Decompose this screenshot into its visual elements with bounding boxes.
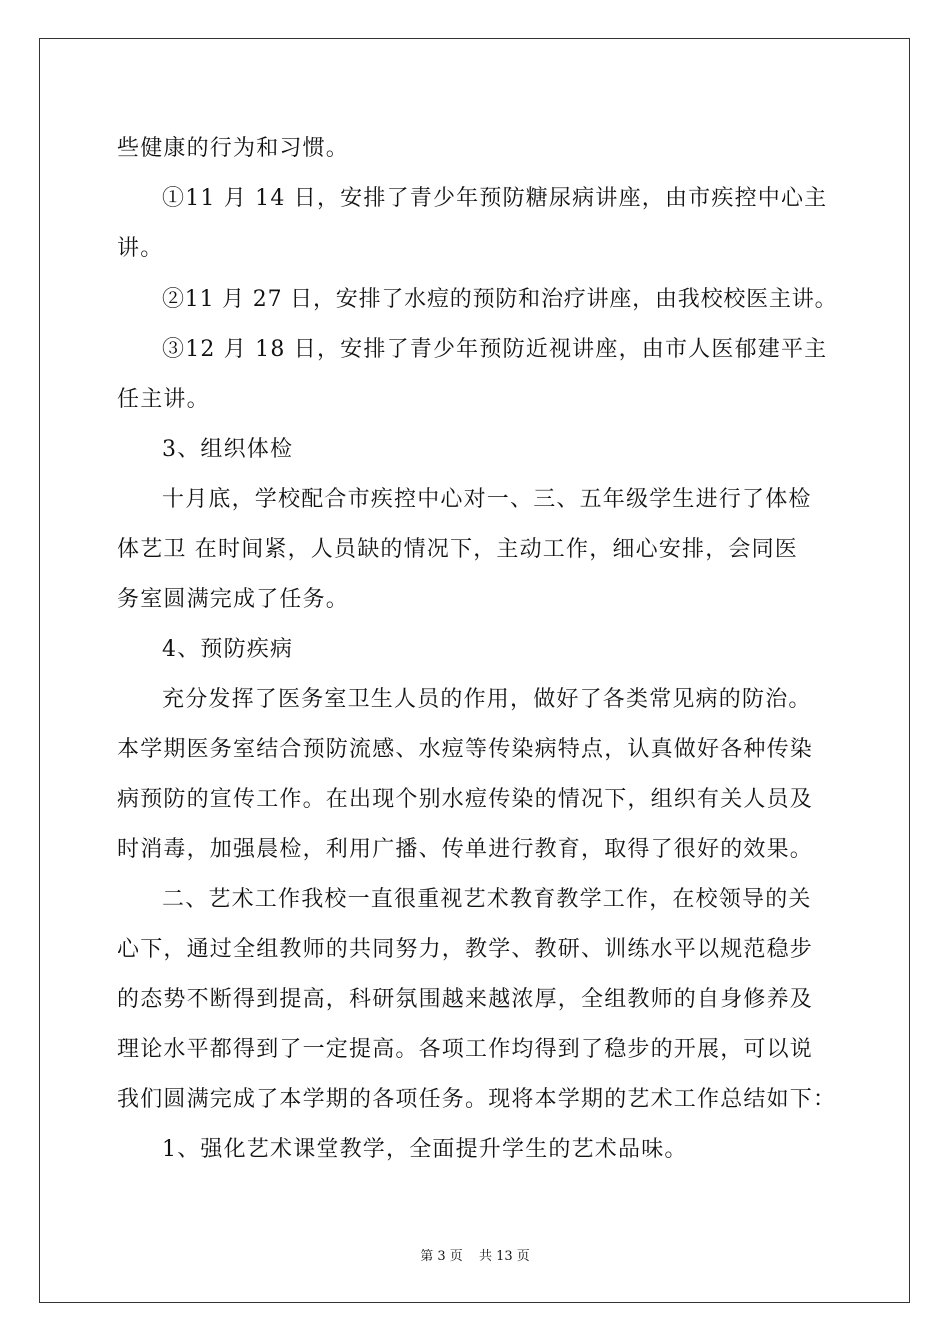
page-number: 第 3 页 [420,1249,463,1264]
page-frame [39,38,910,1303]
text-line: ③12 月 18 日，安排了青少年预防近视讲座，由市人医郁建平主 [162,337,828,362]
text-line: 心下，通过全组教师的共同努力，教学、教研、训练水平以规范稳步 [117,937,814,962]
text-line: 些健康的行为和习惯。 [117,136,350,161]
text-line: 二、艺术工作我校一直很重视艺术教育教学工作，在校领导的关 [162,887,812,912]
text-line: 十月底，学校配合市疾控中心对一、三、五年级学生进行了体检 [162,487,812,512]
text-line: 病预防的宣传工作。在出现个别水痘传染的情况下，组织有关人员及 [117,787,814,812]
text-line: 时消毒，加强晨检，利用广播、传单进行教育，取得了很好的效果。 [117,837,814,862]
text-line: 理论水平都得到了一定提高。各项工作均得到了稳步的开展，可以说 [117,1037,814,1062]
text-line: 本学期医务室结合预防流感、水痘等传染病特点，认真做好各种传染 [117,737,814,762]
section-heading: 3、组织体检 [162,437,294,462]
text-line: 讲。 [117,236,164,261]
page-footer [0,1249,950,1265]
text-line: 的态势不断得到提高，科研氛围越来越浓厚，全组教师的自身修养及 [117,987,814,1012]
text-line: 充分发挥了医务室卫生人员的作用，做好了各类常见病的防治。 [162,687,812,712]
text-line: ②11 月 27 日，安排了水痘的预防和治疗讲座，由我校校医主讲。 [162,287,838,312]
text-line: 务室圆满完成了任务。 [117,587,350,612]
page-total: 共 13 页 [478,1249,530,1264]
text-line: 任主讲。 [117,387,210,412]
section-heading: 4、预防疾病 [162,637,294,662]
text-line: 1、强化艺术课堂教学，全面提升学生的艺术品味。 [162,1137,688,1162]
text-line: 我们圆满完成了本学期的各项任务。现将本学期的艺术工作总结如下： [117,1087,837,1112]
text-line: 体艺卫 在时间紧，人员缺的情况下，主动工作，细心安排，会同医 [117,537,798,562]
text-line: ①11 月 14 日，安排了青少年预防糖尿病讲座，由市疾控中心主 [162,186,828,211]
